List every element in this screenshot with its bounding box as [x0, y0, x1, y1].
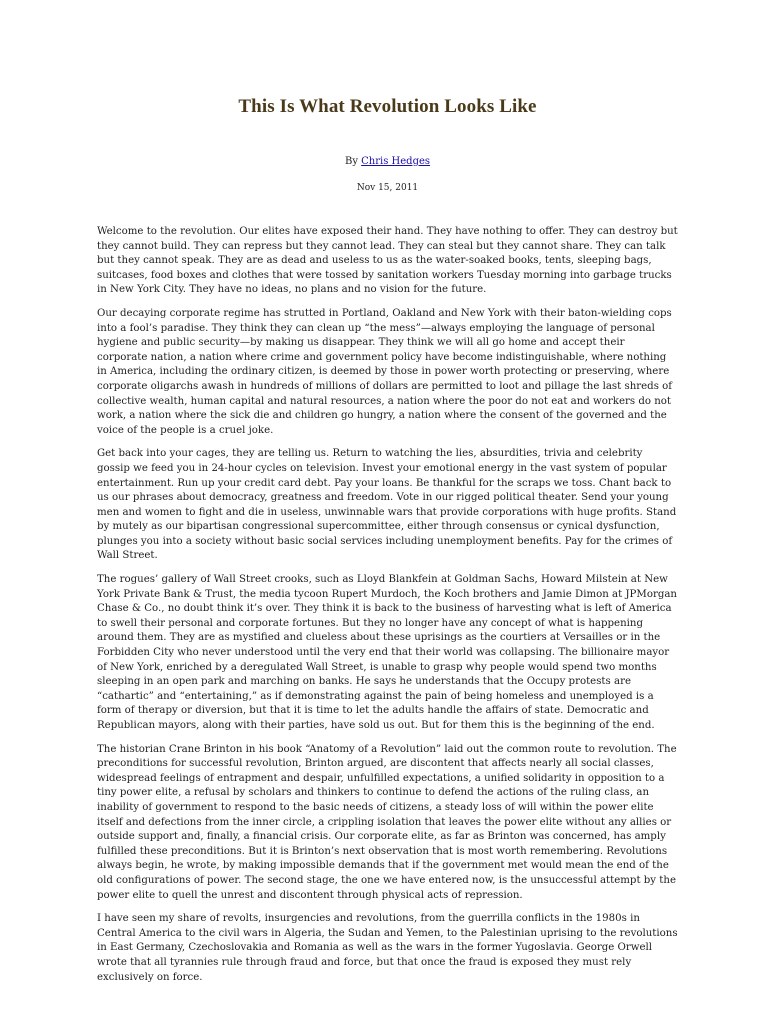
paragraph-1: Welcome to the revolution. Our elites have exposed their hand. They have nothing to offer. They can destroy but they cannot build. They can repress but they cannot lead. They can steal but they cannot share. They can talk but they cannot speak. They are as dead and useless to us as the water-soaked books, tents, sleeping bags, suitcases, food boxes and clothes that were tossed by sanitation workers Tuesday morning into garbage trucks in New York City. They have no ideas, no plans and no vision for the future. — [97, 226, 678, 296]
byline — [97, 156, 678, 167]
paragraph-2: Our decaying corporate regime has strutted in Portland, Oakland and New York with their baton-wielding cops into a fool’s paradise. They think they can clean up “the mess”—always employing the language of personal hygiene and public security—by making us disappear. They think we will all go home and accept their corporate nation, a nation where crime and government policy have become indistinguishable, where nothing in America, including the ordinary citizen, is deemed by those in power worth protecting or preserving, where corporate oligarchs awash in hundreds of millions of dollars are permitted to loot and pillage the last shreds of collective wealth, human capital and natural resources, a nation where the poor do not eat and workers do not work, a nation where the sick die and children go hungry, a nation where the consent of the governed and the voice of the people is a cruel joke. — [97, 307, 673, 436]
paragraph-4: The rogues’ gallery of Wall Street crooks, such as Lloyd Blankfein at Goldman Sachs, Howard Milstein at New York Private Bank & Trust, the media tycoon Rupert Murdoch, the Koch brothers and Jamie Dimon at JPMorgan Chase & Co., no doubt think it’s over. They think it is back to the business of harvesting what is left of America to swell their personal and corporate fortunes. But they no longer have any concept of what is happening around them. They are as mystified and clueless about these uprisings as the courtiers at Versailles or in the Forbidden City who never understood until the very end that their world was collapsing. The billionaire mayor of New York, enriched by a deregulated Wall Street, is unable to grasp why people would spend two months sleeping in an open park and marching on banks. He says he understands that the Occupy protests are “cathartic” and “entertaining,” as if demonstrating against the pain of being homeless and unemployed is a form of therapy or diversion, but that it is time to let the adults handle the affairs of state. Democratic and Republican mayors, along with their parties, have sold us out. But for them this is the beginning of the end. — [97, 574, 677, 731]
article-body — [97, 225, 678, 985]
author-link[interactable]: Chris Hedges — [361, 156, 431, 167]
paragraph-5: The historian Crane Brinton in his book “Anatomy of a Revolution” laid out the common route to revolution. The preconditions for successful revolution, Brinton argued, are discontent that affects nearly all social classes, widespread feelings of entrapment and despair, unfulfilled expectations, a unified solidarity in opposition to a tiny power elite, a refusal by scholars and thinkers to continue to defend the actions of the ruling class, an inability of government to respond to the basic needs of citizens, a steady loss of will within the power elite itself and defections from the inner circle, a crippling isolation that leaves the power elite without any allies or outside support and, finally, a financial crisis. Our corporate elite, as far as Brinton was concerned, has amply fulfilled these preconditions. But it is Brinton’s next observation that is most worth remembering. Revolutions always begin, he wrote, by making impossible demands that if the government met would mean the end of the old configurations of power. The second stage, the one we have entered now, is the unsuccessful attempt by the power elite to quell the unrest and discontent through physical acts of repression. — [97, 743, 677, 901]
paragraph-3: Get back into your cages, they are telling us. Return to watching the lies, absurdities, trivia and celebrity gossip we feed you in 24-hour cycles on television. Invest your emotional energy in the vast system of popular entertainment. Run up your credit card debt. Pay your loans. Be thankful for the scraps we toss. Chant back to us our phrases about democracy, greatness and freedom. Vote in our rigged political theater. Send your young men and women to fight and die in useless, unwinnable wars that provide corporations with huge profits. Stand by mutely as our bipartisan congressional supercommittee, either through consensus or cynical dysfunction, plunges you into a society without basic social services including unemployment benefits. Pay for the crimes of Wall Street. — [97, 448, 677, 562]
paragraph-6: I have seen my share of revolts, insurgencies and revolutions, from the guerrilla conflicts in the 1980s in Central America to the civil wars in Algeria, the Sudan and Yemen, to the Palestinian uprising to the revolutions in East Germany, Czechoslovakia and Romania as well as the wars in the former Yugoslavia. George Orwell wrote that all tyrannies rule through fraud and force, but that once the fraud is exposed they must rely exclusively on force. — [97, 913, 678, 983]
article-title: This Is What Revolution Looks Like — [238, 96, 537, 117]
publish-date: Nov 15, 2011 — [356, 183, 419, 193]
byline-prefix: By — [344, 156, 362, 167]
